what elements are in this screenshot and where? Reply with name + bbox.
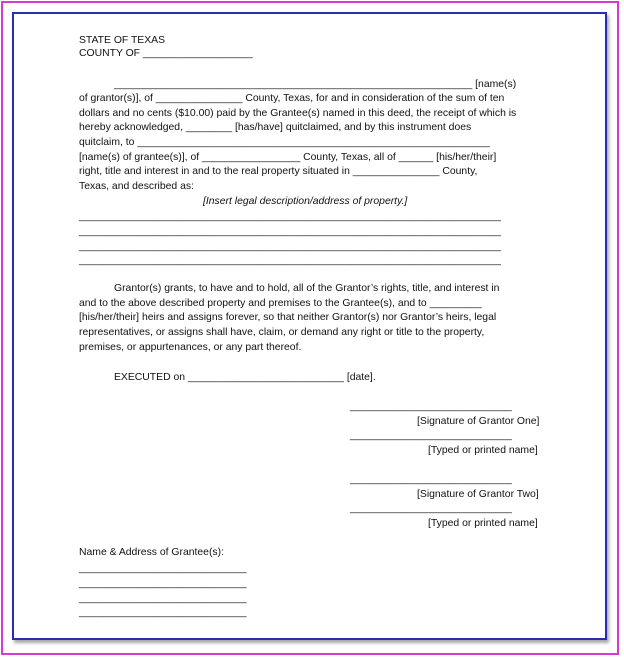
grantor-two-signature-label: [Signature of Grantor Two] [417, 489, 539, 500]
description-line: _________________________________________________________________________ [79, 211, 501, 222]
description-line: _________________________________________________________________________ [79, 226, 501, 237]
body-line: right, title and interest in and to the real property situated in _______________ County, [79, 166, 478, 177]
body-line: of grantor(s)], of _______________ County, Texas, for and in consideration of the sum of ten [79, 93, 505, 104]
grant-line: Grantor(s) grants, to have and to hold, all of the Grantor’s rights, title, and interest in [114, 283, 500, 294]
grant-line: and to the above described property and premises to the Grantee(s), and to _________ [79, 298, 482, 309]
grantee-address-line: _____________________________ [79, 593, 247, 604]
body-line: hereby acknowledged, ________ [has/have] quitclaimed, and by this instrument does [79, 122, 472, 133]
legal-description-placeholder: [Insert legal description/address of property.] [203, 196, 408, 207]
description-line: _________________________________________________________________________ [79, 255, 501, 266]
signature-line: ____________________________ [350, 401, 512, 412]
grantee-address-line: _____________________________ [79, 578, 247, 589]
body-line: ______________________________________________________________ [name(s) [114, 79, 517, 90]
grant-line: premises, or appurtenances, or any part thereof. [79, 342, 302, 353]
signature-line: ____________________________ [350, 474, 512, 485]
grant-line: [his/her/their] heirs and assigns forever, so that neither Grantor(s) nor Grantor’s heirs, legal [79, 312, 497, 323]
grantor-one-signature-label: [Signature of Grantor One] [417, 416, 540, 427]
county-heading: COUNTY OF ___________________ [79, 48, 253, 59]
grantee-address-label: Name & Address of Grantee(s): [79, 547, 224, 558]
executed-line: EXECUTED on ___________________________ [date]. [114, 372, 376, 383]
description-line: _________________________________________________________________________ [79, 241, 501, 252]
body-line: quitclaim, to _____________________________________________________________ [79, 137, 490, 148]
signature-line: ____________________________ [350, 430, 512, 441]
body-line: Texas, and described as: [79, 181, 194, 192]
state-heading: STATE OF TEXAS [79, 35, 166, 46]
grantee-address-line: _____________________________ [79, 607, 247, 618]
grantee-address-line: _____________________________ [79, 563, 247, 574]
signature-line: ____________________________ [350, 503, 512, 514]
typed-name-one-label: [Typed or printed name] [428, 445, 538, 456]
typed-name-two-label: [Typed or printed name] [428, 518, 538, 529]
body-line: [name(s) of grantee(s)], of _________________ County, Texas, all of ______ [his/her/their] [79, 152, 497, 163]
body-line: dollars and no cents ($10.00) paid by the Grantee(s) named in this deed, the receipt of which is [79, 108, 517, 119]
grant-line: representatives, or assigns shall have, claim, or demand any right or title to the property, [79, 327, 485, 338]
